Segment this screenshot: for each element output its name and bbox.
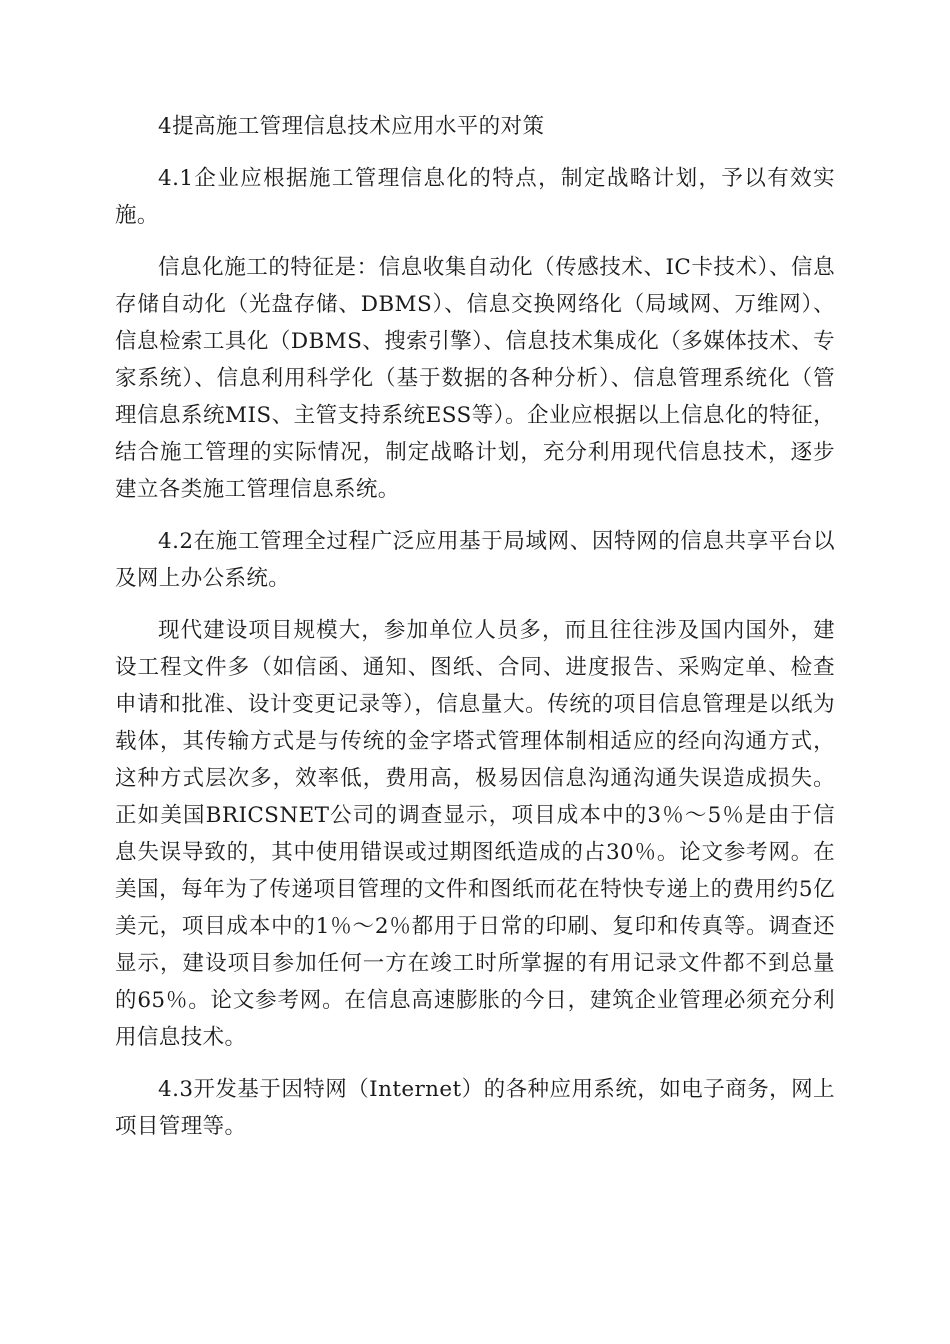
section-4-3-title: 4.3开发基于因特网（Internet）的各种应用系统，如电子商务，网上项目管理等。 xyxy=(115,1077,835,1139)
section-4-2-title: 4.2在施工管理全过程广泛应用基于局域网、因特网的信息共享平台以及网上办公系统。 xyxy=(115,529,835,591)
section-4-1-body: 信息化施工的特征是：信息收集自动化（传感技术、IC卡技术）、信息存储自动化（光盘存储、DBMS）、信息交换网络化（局域网、万维网）、信息检索工具化（DBMS、搜索引擎）、信息技术集成化（多媒体技术、专家系统）、信息利用科学化（基于数据的各种分析）、信息管理系统化（管理信息系统MIS、主管支持系统ESS等）。企业应根据以上信息化的特征，结合施工管理的实际情况，制定战略计划，充分利用现代信息技术，逐步建立各类施工管理信息系统。 xyxy=(115,255,835,502)
section-4-1-title: 4.1企业应根据施工管理信息化的特点，制定战略计划，予以有效实施。 xyxy=(115,166,835,228)
section-heading: 4提高施工管理信息技术应用水平的对策 xyxy=(158,114,545,139)
document-page xyxy=(115,108,835,1160)
section-4-2-body: 现代建设项目规模大，参加单位人员多，而且往往涉及国内国外，建设工程文件多（如信函、通知、图纸、合同、进度报告、采购定单、检查申请和批准、设计变更记录等），信息量大。传统的项目信息管理是以纸为载体，其传输方式是与传统的金字塔式管理体制相适应的经向沟通方式，这种方式层次多，效率低，费用高，极易因信息沟通沟通失误造成损失。正如美国BRICSNET公司的调查显示，项目成本中的3％～5％是由于信息失误导致的，其中使用错误或过期图纸造成的占30％。论文参考网。在美国，每年为了传递项目管理的文件和图纸而花在特快专递上的费用约5亿美元，项目成本中的1％～2％都用于日常的印刷、复印和传真等。调查还显示，建设项目参加任何一方在竣工时所掌握的有用记录文件都不到总量的65％。论文参考网。在信息高速膨胀的今日，建筑企业管理必须充分利用信息技术。 xyxy=(115,618,835,1050)
